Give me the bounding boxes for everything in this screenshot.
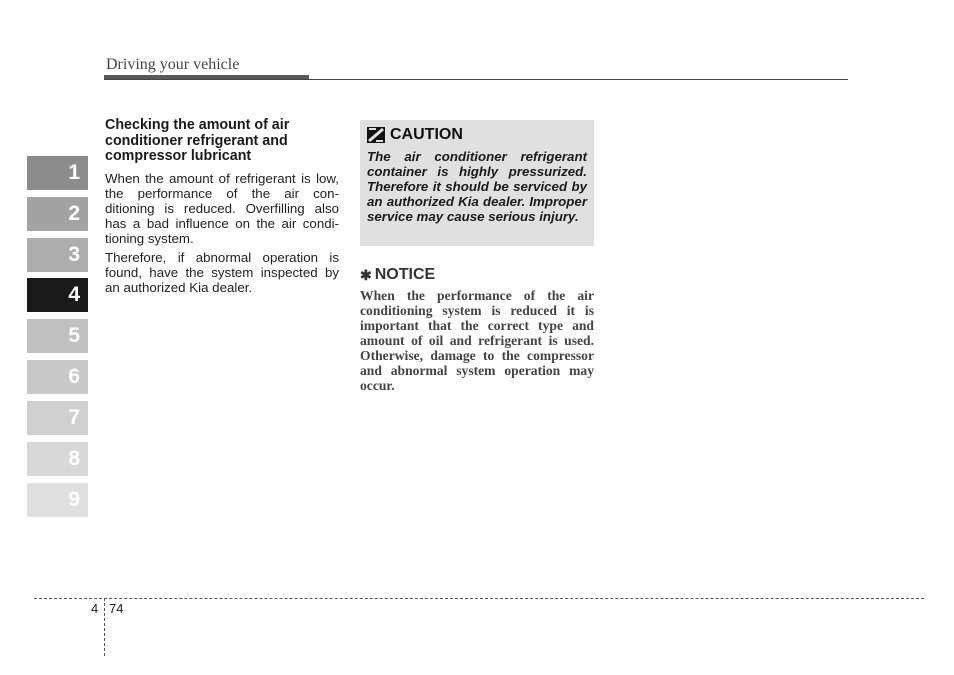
caution-box: [360, 120, 594, 246]
body-paragraph-1: When the amount of refrigerant is low, the performance of the air con- ditioning is reduced. Overfilling also has a bad influence on the air condi- tioning system.: [105, 170, 339, 246]
chapter-tab-2[interactable]: 2: [27, 197, 88, 231]
notice-text: When the performance of the air conditioning system is reduced it is important that the correct type and amount of oil and refrigerant is used. Otherwise, damage to the compressor and abnormal system operation may occur.: [360, 288, 594, 393]
page-header-title: Driving your vehicle: [106, 56, 240, 73]
caution-text: The air conditioner refrigerant container is highly pressurized. Therefore it should be serviced by an authorized Kia dealer. Improper service may cause serious injury.: [367, 149, 587, 224]
chapter-tab-6[interactable]: 6: [27, 360, 88, 394]
chapter-tab-3[interactable]: 3: [27, 238, 88, 272]
chapter-tab-9[interactable]: 9: [27, 483, 88, 517]
notice-header: [360, 265, 594, 285]
asterisk-icon: ✱: [360, 266, 372, 283]
caution-icon: [367, 127, 385, 143]
chapter-tab-8[interactable]: 8: [27, 442, 88, 476]
chapter-tab-4-active[interactable]: 4: [27, 278, 88, 312]
footer-page-number: 74: [109, 601, 124, 616]
footer-divider: [104, 598, 105, 656]
body-paragraph-2: Therefore, if abnormal operation is found, have the system inspected by an authorized Kia dealer.: [105, 249, 339, 295]
main-column: [105, 118, 339, 299]
notice-section: [360, 265, 594, 393]
section-heading: Checking the amount of air conditioner refrigerant and compressor lubricant: [105, 117, 290, 164]
chapter-tab-5[interactable]: 5: [27, 319, 88, 353]
caution-title: CAUTION: [390, 126, 463, 143]
caution-header: [367, 125, 587, 145]
chapter-tab-7[interactable]: 7: [27, 401, 88, 435]
header-rule: [104, 79, 848, 80]
footer-rule: [34, 598, 924, 599]
chapter-tab-1[interactable]: 1: [27, 156, 88, 190]
notice-title: NOTICE: [374, 266, 436, 283]
footer-chapter-number: 4: [91, 601, 99, 616]
